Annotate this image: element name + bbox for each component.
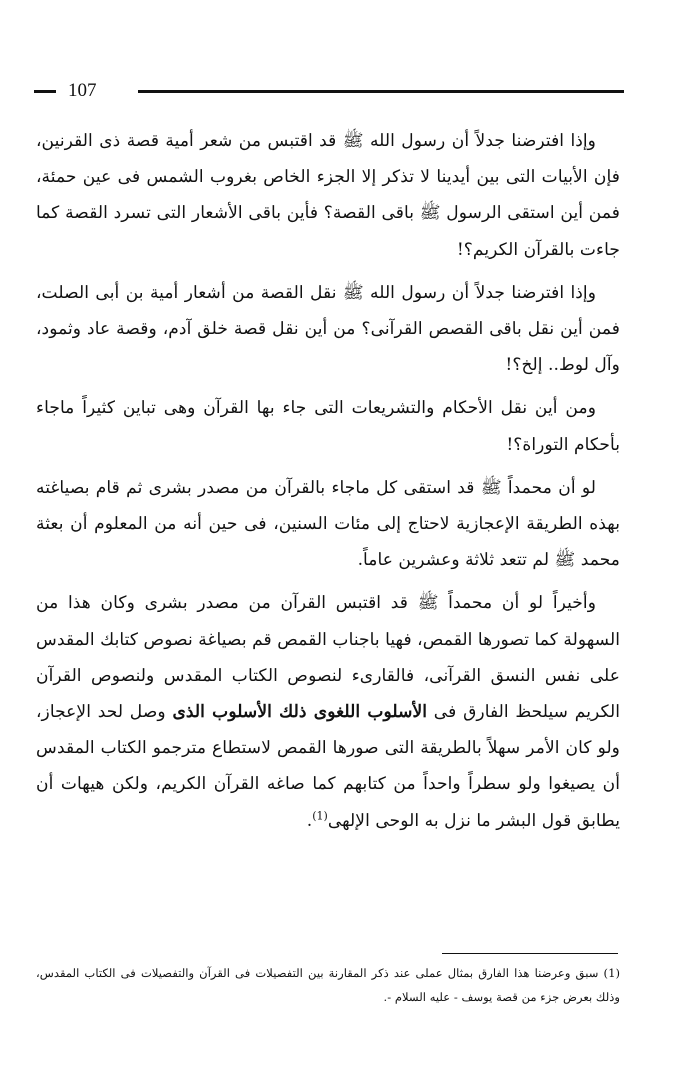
paragraph-5-bold: الأسلوب اللغوى ذلك الأسلوب الذى xyxy=(172,702,428,723)
paragraph-5-start: وأخيراً لو أن محمداً ﷺ قد اقتبس القرآن من مصدر بشرى وكان هذا من السهولة كما تصورها القمص، فهيا باجناب القمص قم بصياغة نصوص كتابك المقدس على نفس النسق القرآنى، فالقارىء لنصوص الكتاب المقدس ولنصوص القرآن الكريم سيلحظ الفارق فى xyxy=(36,593,620,723)
paragraph-1: وإذا افترضنا جدلاً أن رسول الله ﷺ قد اقتبس من شعر أمية قصة ذى القرنين، فإن الأبيات التى بين أيدينا لا تذكر إلا الجزء الخاص بغروب الشمس فى عين حمئة، فمن أين استقى الرسول ﷺ باقى القصة؟ فأين باقى الأشعار التى تسرد القصة كما جاءت بالقرآن الكريم؟! xyxy=(36,131,620,260)
paragraph-4: لو أن محمداً ﷺ قد استقى كل ماجاء بالقرآن من مصدر بشرى ثم قام بصياغته بهذه الطريقة الإعجازية لاحتاج إلى مئات السنين، فى حين أنه من المعلوم أن بعثة محمد ﷺ لم تتعد ثلاثة وعشرين عاماً. xyxy=(36,477,620,571)
footnote-text: (1) سبق وعرضنا هذا الفارق بمثال عملى عند ذكر المقارنة بين التفصيلات فى القرآن والتفصيلات فى الكتاب المقدس، وذلك بعرض جزء من قصة يوسف - عليه السلام -. xyxy=(36,966,620,1004)
paragraph-5: وأخيراً لو أن محمداً ﷺ قد اقتبس القرآن من مصدر بشرى وكان هذا من السهولة كما تصورها القمص، فهيا باجناب القمص قم بصياغة نصوص كتابك المقدس على نفس النسق القرآنى، فالقارىء لنصوص الكتاب المقدس ولنصوص القرآن الكريم سيلحظ الفارق فى الأسلوب اللغوى ذلك الأسلوب الذى وصل لحد الإعجاز، ولو كان الأمر سهلاً بالطريقة التى صورها القمص لاستطاع مترجمو الكتاب المقدس أن يصيغوا ولو سطراً واحداً من كتابهم كما صاغه القرآن الكريم، ولكن هيهات أن يطابق قول البشر ما نزل به الوحى الإلهى$^{(1)}$. xyxy=(36,593,620,831)
paragraph-5-end: وصل لحد الإعجاز، ولو كان الأمر سهلاً بالطريقة التى صورها القمص لاستطاع مترجمو الكتاب المقدس أن يصيغوا ولو سطراً واحداً من كتابهم كما صاغه القرآن الكريم، ولكن هيهات أن يطابق قول البشر ما نزل به الوحى الإلهى xyxy=(36,702,620,831)
footnote xyxy=(36,961,620,1009)
paragraph-2: وإذا افترضنا جدلاً أن رسول الله ﷺ نقل القصة من أشعار أمية بن أبى الصلت، فمن أين نقل باقى القصص القرآنى؟ من أين نقل قصة خلق آدم، وقصة عاد وثمود، وآل لوط.. إلخ؟! xyxy=(36,282,620,376)
paragraph-3: ومن أين نقل الأحكام والتشريعات التى جاء بها القرآن وهى تباين كثيراً ماجاء بأحكام التوراة؟! xyxy=(36,398,620,455)
header-rule-long xyxy=(138,90,624,93)
page-header xyxy=(34,80,624,104)
footnote-marker[interactable]: (1) xyxy=(312,808,328,822)
footnote-divider xyxy=(442,953,618,954)
body-text xyxy=(36,123,620,846)
header-rule-short xyxy=(34,90,56,93)
page-number: 107 xyxy=(68,80,97,101)
